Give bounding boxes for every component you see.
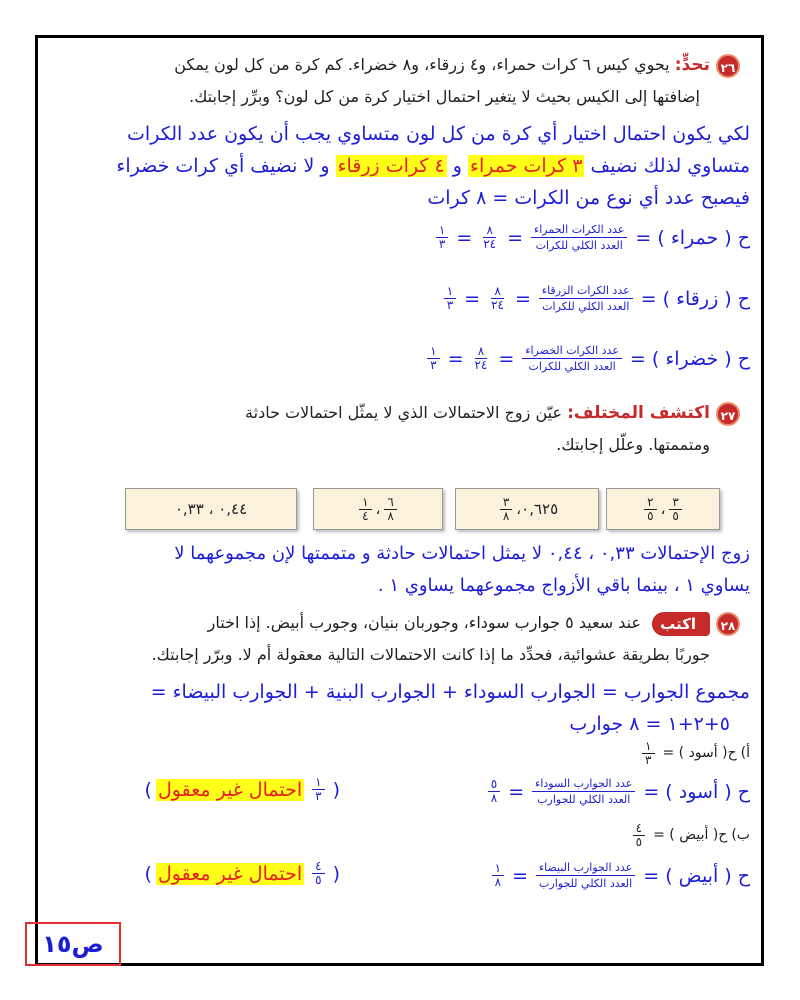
eq-red-num: عدد الكرات الحمراء [531, 222, 627, 238]
eq-blue-num: عدد الكرات الزرقاء [539, 283, 633, 299]
eq-black-res-den: ٨ [490, 791, 498, 805]
eq-red-res-num: ١ [436, 224, 448, 238]
eq-black-equals: = [508, 780, 525, 803]
q28-part-b-label: ح( أبيض ) = [653, 827, 728, 843]
q27-keyword: اكتشف المختلف: [567, 403, 710, 423]
q26-answer-text-c: و لا نضيف أي كرات خضراء [116, 155, 330, 177]
eq-green-res-num: ١ [427, 345, 439, 359]
q27-choice-4-comma: ، [660, 500, 666, 518]
verdict-b-den: ٥ [315, 873, 322, 887]
q27-choice-2-frac2 [384, 496, 396, 523]
verdict-b-num: ٤ [312, 860, 324, 874]
eq-black-den: العدد الكلي للجوارب [537, 793, 631, 806]
q28-part-b-den: ٥ [635, 834, 643, 849]
q27-choice-box-3 [455, 488, 599, 530]
verdict-b-close: ) [144, 862, 152, 885]
verdict-a-frac [312, 776, 324, 803]
q28-part-a-prefix: أ) [740, 745, 750, 761]
q27-choice-box-4 [606, 488, 720, 530]
verdict-a-open: ( [332, 778, 340, 801]
q28-answer-line1: مجموع الجوارب = الجوارب السوداء + الجوارب البنية + الجوارب البيضاء = [150, 681, 750, 703]
eq-green-equals2: = [447, 347, 464, 370]
eq-green-label: ح ( خضراء ) = [629, 347, 750, 370]
verdict-a-close: ) [144, 778, 152, 801]
q28-verdict-a [120, 776, 340, 803]
q28-part-b-frac [633, 822, 645, 849]
eq-white-fraction [536, 860, 635, 891]
q27-choice-2-comma: ، [375, 500, 381, 518]
q27-choice-box-1 [125, 488, 297, 530]
q27-text-line1 [200, 398, 740, 428]
eq-white-num: عدد الجوارب البيضاء [536, 860, 635, 876]
q26-question-text1: يحوي كيس ٦ كرات حمراء، و٤ زرقاء، و٨ خضراء. كم كرة من كل لون يمكن [174, 55, 670, 74]
q28-part-a-frac [642, 740, 654, 767]
q28-answer-line2: ٥+٢+١ = ٨ جوارب [569, 713, 730, 735]
eq-blue-res-den: ٣ [446, 298, 454, 312]
q27-choice-1-text: ٠,٤٤ ، ٠,٣٣ [174, 500, 248, 518]
eq-blue-fraction [539, 283, 633, 314]
eq-green-mid-num: ٨ [475, 345, 487, 359]
q26-answer-line2 [40, 150, 750, 182]
q28-part-b-num: ٤ [633, 822, 645, 836]
eq-white-equals: = [512, 864, 528, 887]
eq-red-label: ح ( حمراء ) = [635, 226, 750, 249]
eq-red-equals1: = [507, 226, 524, 249]
q28-part-b [560, 820, 750, 850]
q28-text-line1 [60, 608, 740, 638]
eq-black-res-num: ٥ [488, 778, 500, 792]
eq-green-equals1: = [498, 347, 515, 370]
q27-choice-4-frac1 [644, 496, 656, 523]
q27-choice-4-frac2 [669, 496, 681, 523]
verdict-b-open: ( [332, 862, 340, 885]
q27-c3-num: ٣ [500, 496, 512, 510]
eq-green-result [427, 345, 439, 372]
q27-c2-f1-num: ١ [359, 496, 371, 510]
q27-choice-box-2 [313, 488, 443, 530]
q28-part-a-den: ٣ [645, 752, 652, 767]
q27-answer-line1: زوج الإحتمالات ٠,٣٣ ، ٠,٤٤ لا يمثل احتمالات حادثة و متممتها لإن مجموعهما لا [174, 543, 750, 564]
q27-question-text2: ومتممتها. وعلّل إجابتك. [556, 435, 710, 454]
eq-blue-mid [488, 285, 507, 312]
eq-white-res-num: ١ [492, 862, 504, 876]
q26-keyword: تحدٍّ: [674, 55, 710, 75]
eq-blue-den: العدد الكلي للكرات [542, 300, 630, 313]
q28-verdict-b [120, 860, 340, 887]
q28-number-badge: ٢٨ [716, 612, 740, 636]
eq-blue-res-num: ١ [444, 285, 456, 299]
q27-c2-f1-den: ٤ [362, 508, 369, 523]
eq-white-label: ح ( أبيض ) = [643, 864, 750, 887]
eq-blue-label: ح ( زرقاء ) = [640, 287, 750, 310]
q27-answer-line2: يساوي ١ ، بينما باقي الأزواج مجموعهما يساوي ١ . [377, 575, 750, 596]
page-number-label: ص١٥ [42, 930, 104, 958]
q26-answer-line3: فيصبح عدد أي نوع من الكرات = ٨ كرات [427, 187, 750, 209]
q26-eq-red [410, 222, 750, 253]
eq-white-res-den: ٨ [494, 875, 502, 889]
eq-white-den: العدد الكلي للجوارب [539, 877, 633, 890]
eq-blue-result [444, 285, 456, 312]
eq-black-result [488, 778, 500, 805]
eq-black-fraction [532, 776, 635, 807]
verdict-a-text: احتمال غير معقول [157, 778, 303, 801]
eq-red-equals2: = [456, 226, 473, 249]
eq-red-mid [480, 224, 499, 251]
q27-choice-3-decimal: ٠,٦٢٥ [521, 500, 559, 518]
eq-red-mid-den: ٢٤ [483, 237, 497, 251]
eq-green-den: العدد الكلي للكرات [528, 360, 616, 373]
eq-blue-mid-num: ٨ [491, 285, 503, 299]
q26-answer-text-a: متساوي لذلك نضيف [590, 155, 750, 177]
q28-part-a-num: ١ [642, 740, 654, 754]
eq-black-label: ح ( أسود ) = [643, 780, 750, 803]
eq-green-mid [472, 345, 491, 372]
q26-highlight-red-balls: ٣ كرات حمراء [470, 155, 583, 177]
q27-c3-den: ٨ [502, 508, 510, 523]
q28-part-a [560, 738, 750, 768]
eq-blue-mid-den: ٢٤ [491, 298, 504, 312]
q28-keyword-tab: اكتب [652, 612, 710, 636]
verdict-b-text: احتمال غير معقول [157, 862, 303, 885]
eq-red-fraction [531, 222, 627, 253]
q28-part-a-label: ح( أسود ) = [662, 745, 737, 761]
q26-number-badge: ٢٦ [716, 54, 740, 78]
q27-c4-f1-den: ٥ [647, 508, 654, 523]
eq-blue-equals1: = [514, 287, 531, 310]
verdict-a-den: ٣ [315, 789, 322, 803]
eq-red-mid-num: ٨ [483, 224, 495, 238]
verdict-a-num: ١ [312, 776, 324, 790]
eq-blue-equals2: = [464, 287, 481, 310]
q28-question-text1: عند سعيد ٥ جوارب سوداء، وجوربان بنيان، وجورب أبيض. إذا اختار [207, 613, 642, 632]
q27-c2-f2-den: ٨ [387, 508, 394, 523]
q27-number-badge: ٢٧ [716, 402, 740, 426]
q27-choice-2-frac1 [359, 496, 371, 523]
q26-eq-blue [410, 283, 750, 314]
q28-eq-black [410, 776, 750, 807]
eq-black-num: عدد الجوارب السوداء [532, 776, 635, 792]
eq-green-fraction [522, 343, 622, 374]
q27-c4-f2-num: ٣ [669, 496, 681, 510]
eq-red-den: العدد الكلي للكرات [535, 239, 623, 252]
eq-red-result [436, 224, 448, 251]
q28-question-text2: جوربًا بطريقة عشوائية، فحدِّد ما إذا كانت الاحتمالات التالية معقولة أم لا. وبرّر إجابتك. [151, 645, 710, 664]
q26-highlight-blue-balls: ٤ كرات زرقاء [337, 155, 445, 177]
q28-part-b-prefix: ب) [731, 827, 750, 843]
q27-c4-f2-den: ٥ [672, 508, 679, 523]
eq-green-mid-den: ٢٤ [474, 358, 488, 372]
verdict-b-frac [312, 860, 324, 887]
q26-answer-line1: لكي يكون احتمال اختيار أي كرة من كل لون متساوي يجب أن يكون عدد الكرات [127, 123, 750, 145]
q26-answer-text-b: و [452, 155, 462, 177]
eq-white-result [492, 862, 504, 889]
q27-c2-f2-num: ٦ [384, 496, 396, 510]
q26-eq-green [410, 343, 750, 374]
q28-eq-white [410, 860, 750, 891]
eq-red-res-den: ٣ [438, 237, 446, 251]
q27-c4-f1-num: ٢ [644, 496, 656, 510]
q27-choice-3-frac [500, 496, 512, 523]
q27-question-text1: عيّن زوج الاحتمالات الذي لا يمثّل احتمالات حادثة [245, 403, 562, 422]
eq-green-num: عدد الكرات الخضراء [522, 343, 622, 359]
q27-choice-3-comma: ، [516, 500, 522, 518]
page-number-box [25, 922, 121, 966]
q26-text-line1 [60, 50, 740, 80]
eq-green-res-den: ٣ [430, 358, 437, 372]
q26-question-text2: إضافتها إلى الكيس بحيث لا يتغير احتمال اختيار كرة من كل لون؟ وبرِّر إجابتك. [189, 87, 700, 106]
